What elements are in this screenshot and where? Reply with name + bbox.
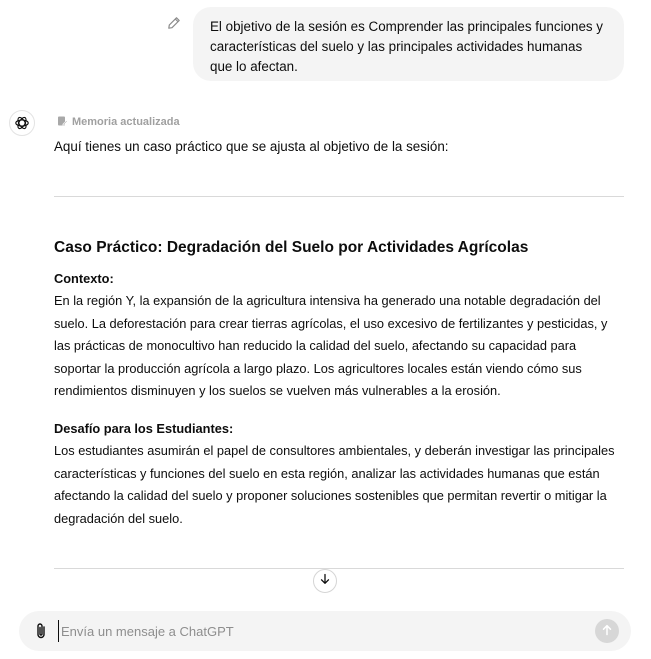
message-input[interactable] (58, 620, 578, 642)
scroll-to-bottom-button[interactable] (313, 569, 337, 593)
paperclip-icon[interactable] (32, 621, 50, 641)
context-text: En la región Y, la expansión de la agricultura intensiva ha generado una notable degradación del suelo. La deforestación para crear tierras agrícolas, el uso excesivo de fertilizantes y pesticidas, y las prácticas de monocultivo han reducido la calidad del suelo, afectando su capacidad para soportar la producción agrícola a largo plazo. Los agricultores locales están viendo cómo sus rendimientos disminuyen y los suelos se vuelven más vulnerables a la erosión. (54, 293, 608, 398)
divider (54, 568, 624, 569)
challenge-label: Desafío para los Estudiantes: (54, 421, 234, 436)
pencil-icon[interactable] (167, 16, 181, 30)
memory-status-label: Memoria actualizada (72, 116, 180, 128)
send-button[interactable] (595, 619, 619, 643)
user-message-text: El objetivo de la sesión es Comprender las principales funciones y características del suelo y las principales actividades humanas que lo afectan. (210, 19, 604, 74)
arrow-down-icon (319, 572, 331, 590)
assistant-intro: Aquí tienes un caso práctico que se ajusta al objetivo de la sesión: (54, 139, 449, 154)
memory-updated-status[interactable] (56, 114, 180, 130)
case-title: Caso Práctico: Degradación del Suelo por Actividades Agrícolas (54, 239, 529, 256)
message-composer (19, 611, 631, 651)
context-label: Contexto: (54, 271, 114, 286)
memory-icon (56, 115, 68, 130)
arrow-up-icon (601, 624, 613, 639)
challenge-text: Los estudiantes asumirán el papel de consultores ambientales, y deberán investigar las principales características y funciones del suelo en esta región, analizar las actividades humanas que están afectando la calidad del suelo y proponer soluciones sostenibles que permitan revertir o mitigar la degradación del suelo. (54, 443, 615, 526)
chatgpt-logo-icon (9, 110, 35, 136)
user-message-bubble (193, 7, 624, 81)
divider (54, 196, 624, 197)
